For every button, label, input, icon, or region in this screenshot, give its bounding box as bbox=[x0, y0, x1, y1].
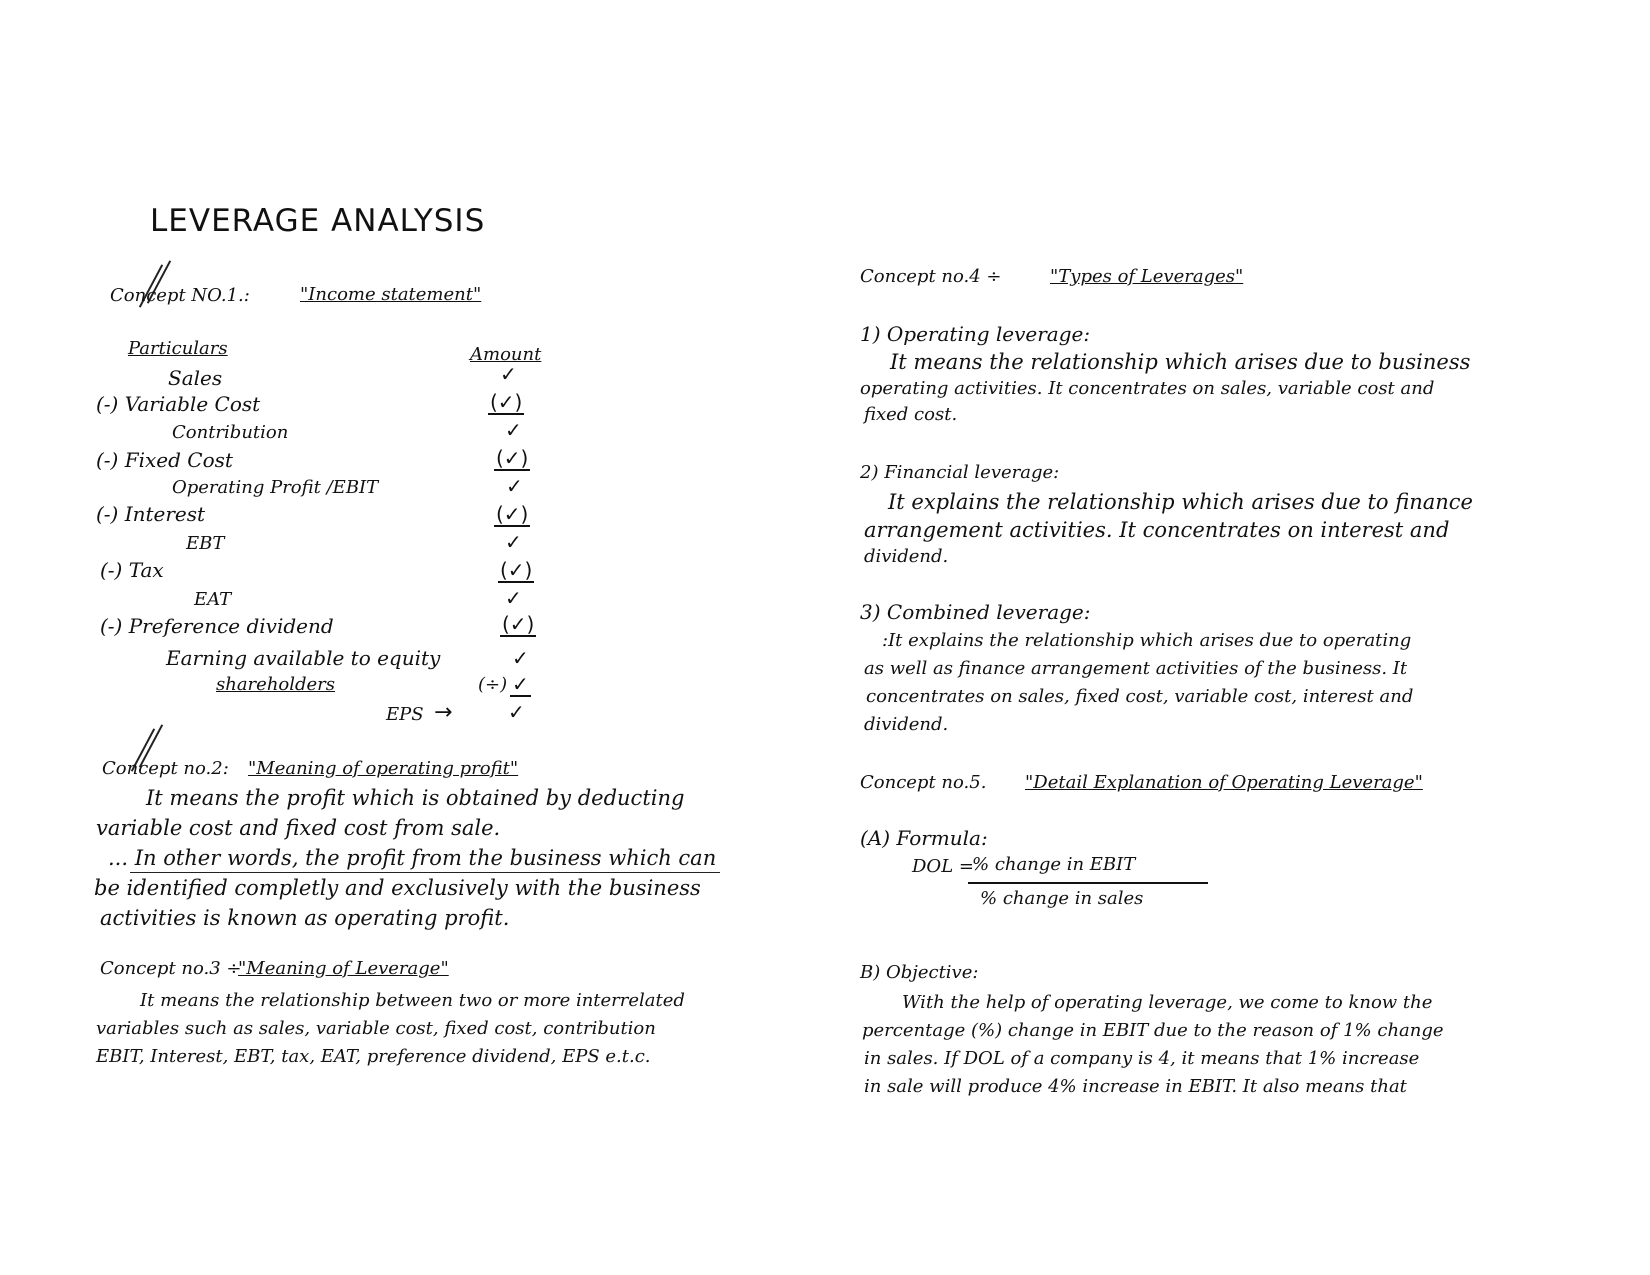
row-amount-mark: (✓) bbox=[500, 558, 533, 582]
formula-numerator: % change in EBIT bbox=[972, 854, 1136, 875]
paragraph-line: percentage (%) change in EBIT due to the reason of 1% change bbox=[862, 1020, 1444, 1041]
concept4-label: Concept no.4 ÷ bbox=[860, 266, 1002, 287]
objective-heading: B) Objective: bbox=[860, 962, 979, 983]
row-label: (-) Interest bbox=[96, 502, 206, 526]
row-amount-mark: ✓ bbox=[505, 586, 522, 610]
row-label: EAT bbox=[194, 589, 232, 610]
paragraph-line: It means the relationship between two or more interrelated bbox=[140, 990, 685, 1011]
paragraph-line: With the help of operating leverage, we come to know the bbox=[902, 992, 1433, 1013]
concept5-title: "Detail Explanation of Operating Leverage" bbox=[1025, 772, 1423, 793]
paragraph-line: It explains the relationship which arises due to finance bbox=[888, 490, 1473, 514]
concept1-label: Concept NO.1.: bbox=[110, 285, 250, 306]
concept3-label: Concept no.3 ÷ bbox=[100, 958, 242, 979]
row-amount-mark: ✓ bbox=[505, 418, 522, 442]
right-page bbox=[820, 0, 1650, 1275]
row-label: shareholders bbox=[216, 674, 336, 695]
paragraph-line: It means the profit which is obtained by deducting bbox=[146, 786, 685, 810]
row-label: Contribution bbox=[172, 422, 289, 443]
row-label: (-) Preference dividend bbox=[100, 614, 334, 638]
paragraph-line: operating activities. It concentrates on sales, variable cost and bbox=[860, 378, 1435, 399]
row-label: EBT bbox=[186, 533, 225, 554]
row-amount-mark: ✓ bbox=[500, 362, 517, 386]
paragraph-line: in sales. If DOL of a company is 4, it means that 1% increase bbox=[864, 1048, 1420, 1069]
row-label: Operating Profit /EBIT bbox=[172, 477, 379, 498]
paragraph-line: concentrates on sales, fixed cost, variable cost, interest and bbox=[866, 686, 1414, 707]
row-amount-mark: (✓) bbox=[490, 390, 523, 414]
paragraph-line: arrangement activities. It concentrates on interest and bbox=[864, 518, 1450, 542]
row-label: (-) Tax bbox=[100, 558, 164, 582]
paragraph-line: in sale will produce 4% increase in EBIT. It also means that bbox=[864, 1076, 1407, 1097]
row-label: Sales bbox=[168, 366, 223, 390]
ink-underline bbox=[130, 872, 720, 873]
paragraph-line: ... In other words, the profit from the business which can bbox=[108, 846, 717, 870]
paragraph-line: variables such as sales, variable cost, fixed cost, contribution bbox=[96, 1018, 656, 1039]
row-amount-mark: ✓ bbox=[512, 646, 529, 670]
paragraph-line: EBIT, Interest, EBT, tax, EAT, preference dividend, EPS e.t.c. bbox=[96, 1046, 651, 1067]
formula-heading: (A) Formula: bbox=[860, 826, 988, 850]
concept4-title: "Types of Leverages" bbox=[1050, 266, 1244, 287]
row-amount-mark: (✓) bbox=[502, 612, 535, 636]
column-header-particulars: Particulars bbox=[128, 338, 228, 359]
row-amount-mark: (✓) bbox=[496, 502, 529, 526]
paragraph-line: as well as finance arrangement activities of the business. It bbox=[864, 658, 1408, 679]
paragraph-line: variable cost and fixed cost from sale. bbox=[96, 816, 501, 840]
paragraph-line: activities is known as operating profit. bbox=[100, 906, 510, 930]
paragraph-line: It means the relationship which arises due to business bbox=[890, 350, 1471, 374]
concept2-title: "Meaning of operating profit" bbox=[248, 758, 519, 779]
leverage-heading: 3) Combined leverage: bbox=[860, 600, 1091, 624]
row-label: (-) Variable Cost bbox=[96, 392, 261, 416]
left-page bbox=[0, 0, 820, 1275]
fraction-bar bbox=[968, 882, 1208, 884]
column-header-amount: Amount bbox=[470, 344, 542, 365]
concept1-title: "Income statement" bbox=[300, 284, 482, 305]
leverage-heading: 2) Financial leverage: bbox=[860, 462, 1060, 483]
document-title: LEVERAGE ANALYSIS bbox=[150, 203, 486, 239]
arrow-right-icon: → bbox=[434, 700, 453, 725]
paragraph-line: dividend. bbox=[864, 714, 949, 735]
formula-denominator: % change in sales bbox=[980, 888, 1144, 909]
eps-label: EPS bbox=[386, 704, 424, 725]
paragraph-line: :It explains the relationship which arises due to operating bbox=[882, 630, 1412, 651]
row-amount-mark: ✓ bbox=[505, 530, 522, 554]
concept2-label: Concept no.2: bbox=[102, 758, 229, 779]
row-amount-mark: ✓ bbox=[506, 474, 523, 498]
row-amount-mark: (✓) bbox=[496, 446, 529, 470]
concept5-label: Concept no.5. bbox=[860, 772, 987, 793]
row-label: Earning available to equity bbox=[166, 646, 441, 670]
paragraph-line: fixed cost. bbox=[864, 404, 958, 425]
formula-lhs: DOL = bbox=[912, 856, 974, 877]
concept3-title: "Meaning of Leverage" bbox=[238, 958, 449, 979]
paragraph-line: be identified completly and exclusively with the business bbox=[94, 876, 701, 900]
row-prefix: (÷) bbox=[478, 674, 508, 695]
leverage-heading: 1) Operating leverage: bbox=[860, 322, 1091, 346]
row-label: (-) Fixed Cost bbox=[96, 448, 233, 472]
paragraph-line: dividend. bbox=[864, 546, 949, 567]
eps-amount-mark: ✓ bbox=[508, 700, 525, 724]
row-amount-mark: ✓ bbox=[512, 672, 529, 696]
